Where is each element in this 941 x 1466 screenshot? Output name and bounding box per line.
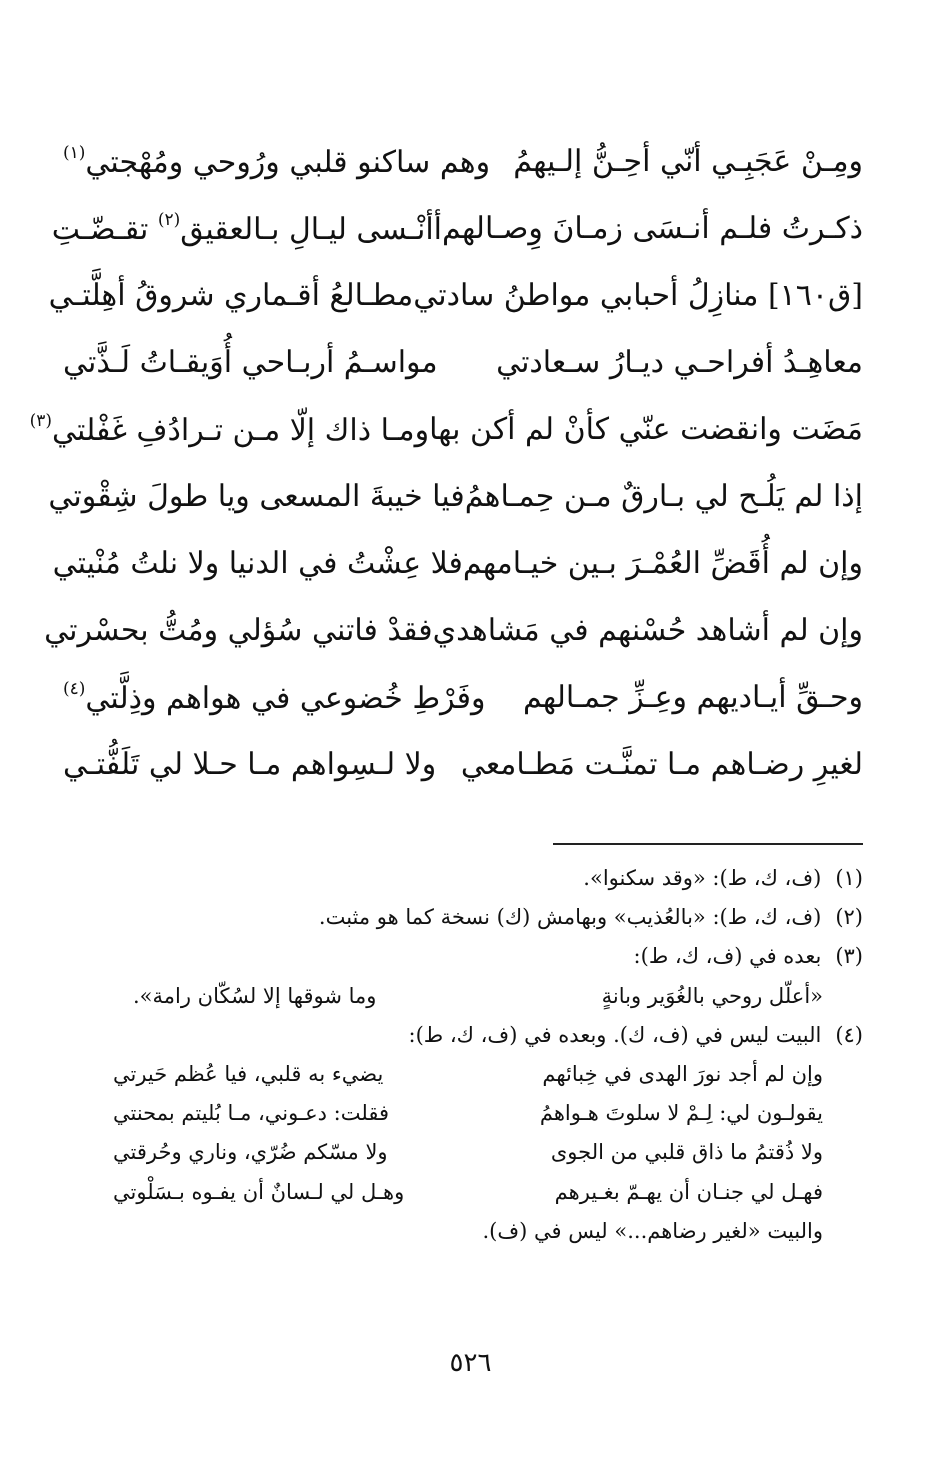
- couplet-first: يقولـون لي: لِـمْ لا سلوتَ هـواهمُ: [539, 1101, 823, 1126]
- footnote-1: [63, 866, 863, 891]
- hemistich-second: [63, 681, 486, 714]
- footnote-text: البيت ليس في (ف، ك). وبعده في (ف، ك، ط):: [408, 1022, 822, 1047]
- couplet-first: وإن لم أجد نورَ الهدى في خِبائهم: [542, 1061, 823, 1086]
- verse-6: [48, 463, 863, 530]
- footnote-text: (ف، ك، ط): «بالعُذيب» وبهامش (ك) نسخة كما هو مثبت.: [318, 905, 822, 930]
- verse-10: [63, 731, 863, 798]
- couplet-second: ولا مسّكم ضُرّي، وناري وحُرقتي: [113, 1140, 388, 1165]
- hemistich-text: وهم ساكنو قلبي ورُوحي ومُهْجتي: [85, 145, 491, 180]
- footnote-couplet: [63, 984, 863, 1009]
- footnote-marker[interactable]: (٣): [29, 411, 53, 431]
- hemistich-text-tail: تقـضّـتِ: [51, 212, 158, 247]
- hemistich-first: لغيرِ رضـاهم مـا تمنَّـت مَطـامعي: [460, 746, 863, 782]
- footnote-4-end: والبيت «لغير رضاهم...» ليس في (ف).: [482, 1218, 823, 1243]
- hemistich-second: مطـالعُ أقـماري شروقُ أهِلَّتـي: [48, 277, 414, 313]
- poem: [29, 128, 863, 798]
- footnote-marker[interactable]: (١): [63, 143, 86, 163]
- verse-9: [63, 664, 863, 731]
- verse-2: [51, 195, 863, 262]
- page-number: ٥٢٦: [449, 1348, 492, 1378]
- hemistich-text: وفَرْطِ خُضوعي في هواهم وذِلَّتي: [85, 681, 486, 716]
- hemistich-second: [63, 145, 490, 178]
- couplet-second: وما شوقها إلا لسُكّان رامة».: [133, 983, 377, 1008]
- footnote-couplet: [63, 1062, 863, 1087]
- footnote-separator: [553, 843, 863, 845]
- footnote-number: (٣): [835, 944, 863, 969]
- verse-8: [44, 597, 863, 664]
- hemistich-second: فقدْ فاتني سُؤلي ومُتُّ بحسْرتي: [44, 612, 433, 648]
- hemistich-second: فيا خيبةَ المسعى ويا طولَ شِقْوتي: [48, 478, 465, 514]
- couplet-second: وهـل لي لـسانٌ أن يفـوه بـسَلْوتي: [113, 1179, 405, 1204]
- verse-5: [29, 396, 863, 463]
- verse-7: [52, 530, 863, 597]
- verse-1: [63, 128, 863, 195]
- couplet-first: ولا ذُقتمُ ما ذاق قلبي من الجوى: [550, 1140, 823, 1165]
- hemistich-first: مَضَت وانقضت عنّي كأنْ لم أكن بها: [429, 411, 863, 447]
- hemistich-first: وإن لم أُقَضِّ العُمْـرَ بـين خيـامهم: [462, 545, 863, 581]
- hemistich-first: وحـقِّ أيـاديهم وعِـزِّ جمـالهم: [522, 679, 863, 715]
- hemistich-first: إذا لم يَلُـح لي بـارقٌ مـن حِمـاهمُ: [464, 478, 863, 514]
- hemistich-second: [30, 413, 430, 446]
- footnote-4: [63, 1023, 863, 1048]
- footnote-number: (١): [835, 866, 863, 890]
- footnote-marker[interactable]: (٤): [63, 679, 86, 699]
- footnote-marker[interactable]: (٢): [157, 210, 181, 230]
- hemistich-second: فلا عِشْتُ في الدنيا ولا نلتُ مُنْيتي: [52, 545, 463, 581]
- footnote-text: (ف، ك، ط): «وقد سكنوا».: [583, 866, 822, 890]
- footnote-number: (٢): [835, 905, 863, 930]
- hemistich-second: مواسـمُ أربـاحي أُوَيقـاتُ لَـذَّتي: [63, 344, 438, 380]
- hemistich-first: [ق١٦٠] منازِلُ أحبابي مواطنُ سادتي: [413, 277, 863, 313]
- footnote-text: بعده في (ف، ك، ط):: [633, 944, 822, 969]
- hemistich-text: أأنْـسى ليـالِ بـالعقيق: [180, 212, 443, 247]
- footnote-couplet: [63, 1140, 863, 1165]
- footnote-3: [63, 944, 863, 969]
- verse-4: [63, 329, 863, 396]
- hemistich-text: ومـا ذاك إلّا مـن تـرادُفِ غَفْلتي: [52, 413, 430, 448]
- footnote-couplet: [63, 1180, 863, 1205]
- couplet-first: «أعلّل روحي بالغُوَير وبانةٍ: [601, 983, 823, 1008]
- couplet-second: يضيء به قلبي، فيا عُظم حَيرتي: [113, 1061, 384, 1086]
- footnote-2: [63, 905, 863, 930]
- couplet-first: فهـل لي جنـان أن يهـمّ بغـيرهم: [554, 1179, 823, 1204]
- footnote-couplet: [63, 1101, 863, 1126]
- verse-3: [48, 262, 863, 329]
- hemistich-first: وإن لم أشاهد حُسْنهم في مَشاهدي: [432, 612, 863, 648]
- hemistich-second: [52, 212, 442, 245]
- footnote-number: (٤): [835, 1022, 863, 1047]
- hemistich-second: ولا لـسِواهم مـا حـلا لي تَلَفُّتـي: [63, 746, 437, 782]
- hemistich-first: معاهِـدُ أفراحـي ديـارُ سـعادتي: [496, 344, 863, 380]
- hemistich-first: ذكـرتُ فلـم أنـسَى زمـانَ وِصـالهم: [442, 210, 863, 246]
- hemistich-first: ومِـنْ عَجَبِـي أنّي أحِـنُّ إلـيهمُ: [513, 143, 863, 179]
- couplet-second: فقلت: دعـوني، مـا بُليتم بمحنتي: [113, 1101, 389, 1126]
- footnotes: [63, 866, 863, 1244]
